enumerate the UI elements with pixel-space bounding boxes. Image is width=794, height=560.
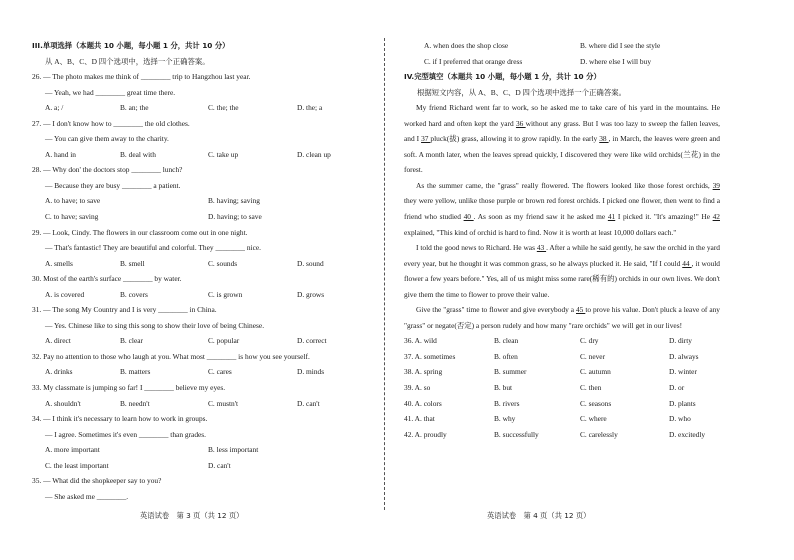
option-a: A. shouldn't — [45, 398, 81, 408]
option-b: B. having; saving — [208, 196, 260, 206]
cloze-options-row — [404, 411, 720, 427]
option-b: B. matters — [120, 367, 151, 377]
option-a: 36. A. wild — [404, 336, 437, 346]
option-b: B. covers — [120, 289, 148, 299]
options-row — [32, 193, 368, 209]
option-c: C. dry — [580, 336, 599, 346]
option-d: D. minds — [297, 367, 325, 377]
section-iii-heading: III.单项选择（本题共 10 小题，每小题 1 分，共计 10 分） — [32, 41, 230, 50]
option-d: D. who — [669, 414, 691, 424]
option-a: A. direct — [45, 336, 71, 346]
option-c: C. seasons — [580, 398, 612, 408]
blank-number: 39 — [712, 180, 720, 190]
passage-text: without any grass. But I was too lazy to sweep the fallen leaves, and I — [404, 118, 720, 144]
passage-text: , it would flower a few years before." Yes, all of us might miss some rare(稀有的) orchids in our own lives. We don't give them the time to flower to prove their value. — [404, 258, 720, 299]
option-d: D. winter — [669, 367, 697, 377]
cloze-options-row — [404, 364, 720, 380]
option-b: B. successfully — [494, 429, 539, 439]
blank-number: 45 — [575, 305, 586, 315]
page-divider — [384, 38, 385, 510]
option-c: C. the; the — [208, 103, 239, 113]
cloze-options-row — [404, 333, 720, 349]
question-line: 29. — Look, Cindy. The flowers in our classroom come out in one night. — [32, 227, 248, 237]
passage-text: to prove his value. Don't pluck a leave of any "grass" or negate(否定) a person rudely and how many "rare orchids" we will get in our lives! — [404, 305, 720, 330]
passage-text: Give the "grass" time to flower and give everybody a — [416, 305, 576, 315]
option-a: 38. A. spring — [404, 367, 443, 377]
option-d: D. dirty — [669, 336, 692, 346]
option-d: D. having; to save — [208, 212, 262, 222]
option-b: B. smell — [120, 258, 145, 268]
q35-options-row-2 — [404, 54, 720, 70]
passage-paragraph — [404, 100, 720, 178]
question-line: 35. — What did the shopkeeper say to you? — [32, 476, 162, 486]
passage-text: pluck(拔) grass, allowing it to grow rapidly. In the early — [430, 134, 600, 144]
option-c: C. popular — [208, 336, 240, 346]
option-d: D. or — [669, 383, 685, 393]
option-c: C. where — [580, 414, 607, 424]
question-line: 32. Pay no attention to those who laugh at you. What most ________ is how you see yourself. — [32, 351, 310, 361]
option-b: B. but — [494, 383, 513, 393]
option-d: D. always — [669, 351, 699, 361]
option-a: 42. A. proudly — [404, 429, 447, 439]
option-a: A. a; / — [45, 103, 64, 113]
option-c: C. the least important — [45, 460, 109, 470]
options-row — [32, 256, 368, 272]
option-c: C. is grown — [208, 289, 243, 299]
passage-text: they were yellow, unlike those purple or brown red forest orchids. I picked one flower, then went to find a friend who studied — [404, 196, 720, 222]
blank-number: 44 — [682, 258, 692, 268]
option-b: B. deal with — [120, 149, 156, 159]
question-line: — Because they are busy ________ a patient. — [45, 180, 181, 190]
option-d: D. excitedly — [669, 429, 706, 439]
option-b: B. clean — [494, 336, 519, 346]
section-iii-instruction: 从 A、B、C、D 四个选项中，选择一个正确答案。 — [45, 56, 210, 66]
question-line: 28. — Why don' the doctors stop ________ lunch? — [32, 165, 183, 175]
question-line: — You can give them away to the charity. — [45, 134, 169, 144]
option-a: A. more important — [45, 445, 100, 455]
question-line: 33. My classmate is jumping so far! I ________ believe my eyes. — [32, 383, 226, 393]
option-a: A. smells — [45, 258, 73, 268]
options-row — [32, 442, 368, 458]
option-d: D. can't — [297, 398, 320, 408]
option-d: D. grows — [297, 289, 325, 299]
blank-number: 37 — [421, 134, 431, 144]
question-line: 27. — I don't know how to ________ the old clothes. — [32, 118, 190, 128]
passage-paragraph — [404, 302, 720, 333]
cloze-options-row — [404, 349, 720, 365]
option-a: A. is covered — [45, 289, 85, 299]
passage-text: I picked it. "It's amazing!" He — [615, 212, 713, 222]
multiple-choice-questions — [32, 69, 368, 504]
options-row — [32, 100, 368, 116]
cloze-options-row — [404, 396, 720, 412]
option-c: C. sounds — [208, 258, 238, 268]
blank-number: 41 — [607, 212, 616, 222]
passage-paragraph — [404, 178, 720, 240]
passage-text: As the summer came, the "grass" really flowered. The flowers looked like those forest orchids, — [416, 180, 713, 190]
blank-number: 42 — [712, 212, 720, 222]
cloze-options — [404, 333, 720, 442]
option-b: B. often — [494, 351, 518, 361]
option-b: B. rivers — [494, 398, 520, 408]
cloze-options-row — [404, 427, 720, 443]
options-row — [32, 396, 368, 412]
option-c: C. carelessly — [580, 429, 618, 439]
passage-text: . As soon as my friend saw it he asked me — [473, 212, 608, 222]
passage-text: , in March, the leaves were green and soft. A month later, when the leaves spread quickly, I discovered they were like wild orchids(兰花) in the forest. — [404, 134, 720, 175]
option-a: 39. A. so — [404, 383, 431, 393]
option-a: 41. A. that — [404, 414, 435, 424]
left-page-column — [32, 38, 368, 504]
blank-number: 38 — [599, 134, 609, 144]
footer-page-4: 英语试卷 第 4 页（共 12 页） — [487, 511, 591, 520]
options-row — [32, 364, 368, 380]
q35-options-row-1 — [404, 38, 720, 54]
option-b: B. summer — [494, 367, 527, 377]
footer-page-3: 英语试卷 第 3 页（共 12 页） — [140, 511, 244, 520]
option-d: D. correct — [297, 336, 327, 346]
option-d: D. the; a — [297, 103, 323, 113]
option-c: C. take up — [208, 149, 239, 159]
option-a: 40. A. colors — [404, 398, 442, 408]
section-iv-instruction: 根据短文内容，从 A、B、C、D 四个选项中选择一个正确答案。 — [417, 87, 626, 97]
section-iv-heading: IV.完型填空（本题共 10 小题，每小题 1 分，共计 10 分） — [404, 72, 601, 82]
option-b: B. clear — [120, 336, 143, 346]
option-a: A. hand in — [45, 149, 76, 159]
options-row — [32, 209, 368, 225]
question-line: — That's fantastic! They are beautiful and colorful. They ________ nice. — [45, 243, 262, 253]
option-d: D. clean up — [297, 149, 331, 159]
options-row — [32, 147, 368, 163]
option-b: B. needn't — [120, 398, 150, 408]
option-c: C. never — [580, 351, 606, 361]
right-page-column — [404, 38, 720, 442]
q35-option-b: B. where did I see the style — [580, 41, 661, 50]
option-d: D. can't — [208, 460, 231, 470]
passage-paragraph — [404, 240, 720, 302]
q35-option-d: D. where else I will buy — [580, 56, 652, 66]
option-d: D. sound — [297, 258, 324, 268]
q35-option-c: C. if I preferred that orange dress — [424, 56, 523, 66]
passage-text: explained, "This kind of orchid is hard to find. Now it is worth at least 10,000 dollars each." — [404, 227, 677, 237]
option-d: D. plants — [669, 398, 696, 408]
question-line: — Yeah, we had ________ great time there. — [45, 87, 176, 97]
q35-option-a: A. when does the shop close — [424, 41, 509, 50]
passage-text: My friend Richard went far to work, so he asked me to take care of his yard in the mountains. He worked hard and often kept the yard — [404, 103, 720, 128]
options-row — [32, 287, 368, 303]
option-a: A. drinks — [45, 367, 73, 377]
option-a: 37. A. sometimes — [404, 351, 456, 361]
question-line: 30. Most of the earth's surface ________ by water. — [32, 274, 182, 284]
option-c: C. cares — [208, 367, 232, 377]
cloze-passage — [404, 100, 720, 333]
question-line: 31. — The song My Country and I is very ________ in China. — [32, 305, 217, 315]
passage-text: . After a while he said gently, he saw the orchid in the yard every year, but he thought it was common grass, so he always plucked it. He said, "If I could — [404, 243, 720, 268]
question-line: 26. — The photo makes me think of ________ trip to Hangzhou last year. — [32, 72, 251, 82]
question-line: — She asked me ________. — [45, 491, 129, 501]
option-a: A. to have; to save — [45, 196, 101, 206]
option-b: B. an; the — [120, 103, 149, 113]
options-row — [32, 333, 368, 349]
option-c: C. autumn — [580, 367, 611, 377]
question-line: — Yes. Chinese like to sing this song to show their love of being Chinese. — [45, 320, 265, 330]
passage-text: I told the good news to Richard. He was — [416, 243, 537, 253]
question-line: — I agree. Sometimes it's even ________ than grades. — [45, 429, 207, 439]
option-c: C. then — [580, 383, 602, 393]
option-b: B. why — [494, 414, 516, 424]
blank-number: 43 — [536, 243, 547, 253]
question-line: 34. — I think it's necessary to learn how to work in groups. — [32, 414, 208, 424]
cloze-options-row — [404, 380, 720, 396]
blank-number: 36 — [515, 118, 526, 128]
option-c: C. to have; saving — [45, 212, 99, 222]
options-row — [32, 458, 368, 474]
blank-number: 40 — [463, 212, 474, 222]
option-c: C. mustn't — [208, 398, 239, 408]
option-b: B. less important — [208, 445, 259, 455]
